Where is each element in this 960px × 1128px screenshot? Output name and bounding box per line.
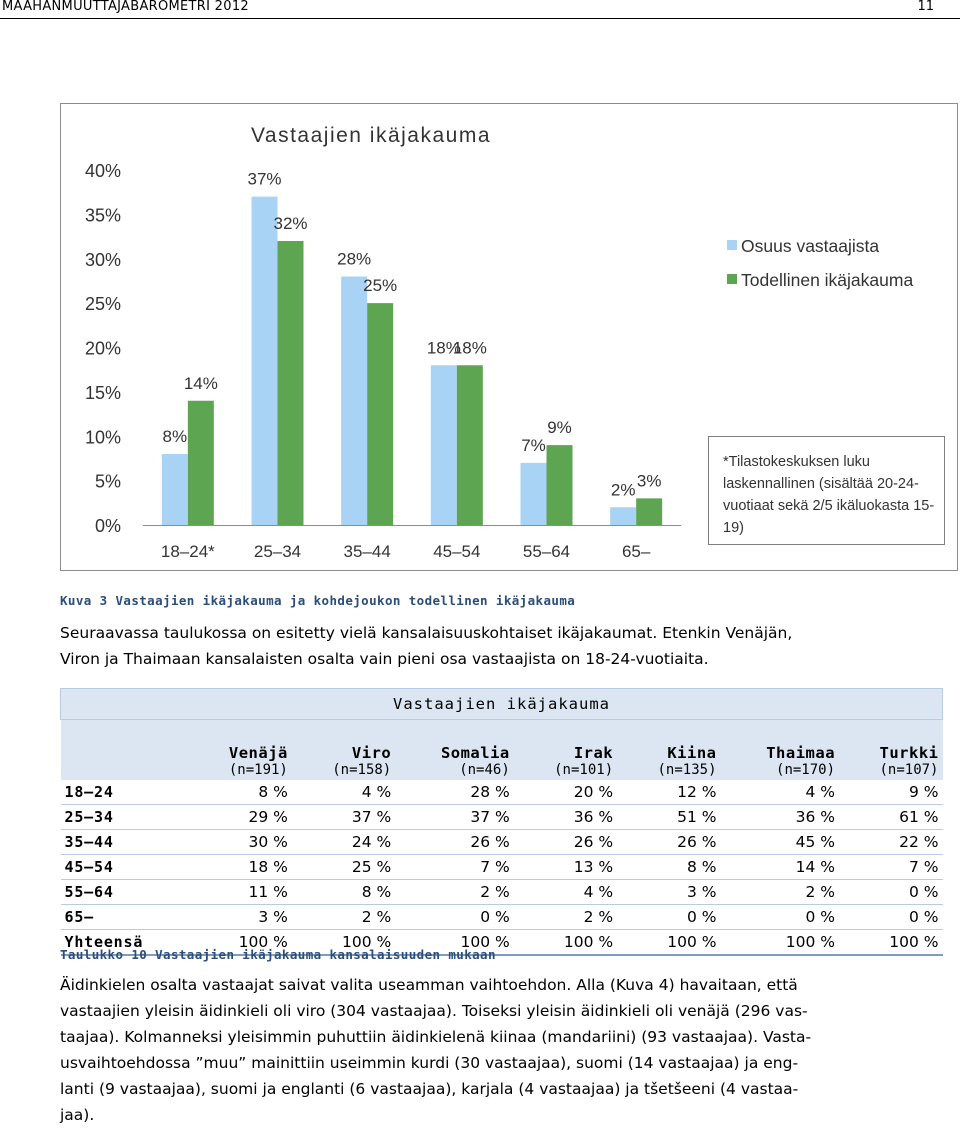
x-tick-label: 55–64 — [522, 542, 571, 561]
table-title-row — [61, 689, 943, 720]
table-cell: 3 % — [189, 905, 292, 930]
row-label: 65– — [61, 905, 189, 930]
table-cell: 37 % — [292, 805, 395, 830]
table-cell: 7 % — [839, 855, 942, 880]
column-name: Somalia — [440, 744, 510, 762]
row-label: 55–64 — [61, 880, 189, 905]
table-cell: 0 % — [839, 905, 942, 930]
y-tick-label: 30% — [84, 249, 121, 270]
table-cell: 4 % — [721, 780, 840, 805]
table-cell: 25 % — [292, 855, 395, 880]
bar-actual — [188, 401, 214, 525]
table-cell: 2 % — [514, 905, 617, 930]
table-row — [61, 855, 943, 880]
page-header — [0, 0, 960, 20]
x-tick-label: 65– — [621, 542, 651, 561]
bar-actual — [457, 365, 483, 525]
column-sample-size: (n=107) — [879, 762, 939, 778]
table-cell: 0 % — [721, 905, 840, 930]
table-cell: 18 % — [189, 855, 292, 880]
bar-actual — [547, 445, 573, 525]
column-sample-size: (n=101) — [554, 762, 614, 778]
column-header — [839, 720, 942, 781]
y-tick-label: 25% — [84, 294, 121, 315]
intro-paragraph — [60, 620, 960, 672]
table-body — [61, 780, 943, 955]
table-cell: 26 % — [514, 830, 617, 855]
table-cell: 100 % — [292, 930, 395, 956]
data-label: 37% — [247, 169, 282, 189]
row-label: 35–44 — [61, 830, 189, 855]
column-sample-size: (n=158) — [332, 762, 392, 778]
data-label: 9% — [547, 418, 572, 438]
table-cell: 12 % — [617, 780, 720, 805]
figure-caption: Kuva 3 Vastaajien ikäjakauma ja kohdejoukon todellinen ikäjakauma — [60, 593, 576, 608]
column-header — [617, 720, 720, 781]
bar-respondents — [252, 197, 278, 525]
data-label: 2% — [610, 480, 636, 500]
chart-footnote-box — [708, 436, 945, 545]
paragraph-line: jaa). — [60, 1106, 95, 1124]
y-tick-label: 35% — [84, 205, 121, 226]
data-label: 18% — [426, 338, 461, 358]
column-name: Irak — [573, 744, 614, 762]
chart-footnote: *Tilastokeskuksen luku laskennallinen (sisältää 20-24-vuotiaat sekä 2/5 ikäluokasta 15-19) — [723, 454, 935, 536]
table-cell: 51 % — [617, 805, 720, 830]
column-header — [395, 720, 514, 781]
x-tick-label: 25–34 — [253, 542, 302, 561]
y-tick-label: 0% — [94, 516, 121, 536]
paragraph-line: taajaa). Kolmanneksi yleisimmin puhuttiin äidinkielenä kiinaa (mandariini) (93 vastaajaa). Vasta- — [60, 1028, 812, 1046]
table-cell: 7 % — [395, 855, 514, 880]
row-label: 45–54 — [61, 855, 189, 880]
table-cell: 100 % — [721, 930, 840, 956]
paragraph-line: lanti (9 vastaajaa), suomi ja englanti (6 vastaajaa), karjala (4 vastaajaa) ja tšetšeeni (4 vastaa- — [60, 1080, 799, 1098]
bar-actual — [278, 241, 304, 525]
table-title: Vastaajien ikäjakauma — [61, 689, 943, 720]
table-cell: 36 % — [721, 805, 840, 830]
column-name: Kiina — [667, 744, 717, 762]
bar-respondents — [431, 365, 457, 525]
header-divider — [0, 18, 960, 19]
legend-label: Osuus vastaajista — [741, 236, 880, 256]
table-cell: 22 % — [839, 830, 942, 855]
data-label: 32% — [273, 214, 308, 233]
column-name: Venäjä — [228, 744, 288, 762]
column-sample-size: (n=135) — [657, 762, 717, 778]
table-cell: 24 % — [292, 830, 395, 855]
table-header-row — [61, 720, 943, 781]
table-cell: 2 % — [395, 880, 514, 905]
data-label: 28% — [337, 249, 372, 269]
table-cell: 37 % — [395, 805, 514, 830]
paragraph-line: vastaajien yleisin äidinkieli oli viro (304 vastaajaa). Toiseksi yleisin äidinkieli oli venäjä (296 vas- — [60, 1002, 808, 1020]
bar-respondents — [162, 454, 188, 525]
age-chart-frame — [60, 103, 958, 571]
table-cell: 11 % — [189, 880, 292, 905]
data-label: 14% — [183, 373, 218, 393]
table-caption: Taulukko 10 Vastaajien ikäjakauma kansalaisuuden mukaan — [60, 947, 496, 962]
table-cell: 8 % — [617, 855, 720, 880]
table-cell: 45 % — [721, 830, 840, 855]
age-by-nationality-table — [60, 688, 943, 956]
table-cell: 100 % — [839, 930, 942, 956]
x-tick-label: 18–24* — [160, 542, 215, 561]
column-header — [292, 720, 395, 781]
column-name: Viro — [351, 744, 392, 762]
y-tick-label: 10% — [84, 427, 121, 448]
document-title: MAAHANMUUTTAJABAROMETRI 2012 — [2, 0, 249, 14]
bar-respondents — [521, 463, 547, 525]
table-cell: 36 % — [514, 805, 617, 830]
column-header — [189, 720, 292, 781]
table-cell: 2 % — [292, 905, 395, 930]
table-cell: 3 % — [617, 880, 720, 905]
y-tick-label: 40% — [84, 161, 121, 181]
table-cell: 8 % — [292, 880, 395, 905]
paragraph-line: Äidinkielen osalta vastaajat saivat valita useamman vaihtoehdon. Alla (Kuva 4) havaitaan, että — [60, 976, 798, 994]
table-cell: 29 % — [189, 805, 292, 830]
table-cell: 100 % — [189, 930, 292, 956]
data-label: 25% — [363, 276, 398, 296]
row-label: Yhteensä — [61, 930, 189, 956]
table-cell: 9 % — [839, 780, 942, 805]
table-cell: 26 % — [617, 830, 720, 855]
column-sample-size: (n=46) — [459, 762, 510, 778]
bar-respondents — [610, 507, 636, 525]
y-tick-label: 5% — [94, 471, 121, 492]
table-cell: 26 % — [395, 830, 514, 855]
column-sample-size: (n=170) — [776, 762, 836, 778]
chart-title: Vastaajien ikäjakauma — [250, 124, 492, 147]
intro-line-2: Viron ja Thaimaan kansalaisten osalta vain pieni osa vastaajista on 18-24-vuotiaita. — [60, 650, 709, 668]
table-cell: 61 % — [839, 805, 942, 830]
table-row — [61, 780, 943, 805]
table-cell: 14 % — [721, 855, 840, 880]
bar-respondents — [341, 277, 367, 526]
table-row — [61, 880, 943, 905]
data-label: 3% — [636, 471, 662, 491]
y-tick-label: 20% — [84, 338, 121, 359]
legend-label: Todellinen ikäjakauma — [741, 270, 914, 290]
language-paragraph — [60, 972, 940, 1128]
data-label: 7% — [521, 435, 546, 455]
table-cell: 20 % — [514, 780, 617, 805]
row-label: 18–24 — [61, 780, 189, 805]
table-cell: 0 % — [617, 905, 720, 930]
data-label: 18% — [452, 338, 487, 358]
column-name: Turkki — [879, 744, 939, 762]
table-cell: 13 % — [514, 855, 617, 880]
table-row — [61, 830, 943, 855]
table-cell: 100 % — [514, 930, 617, 956]
table-cell: 0 % — [395, 905, 514, 930]
table-cell: 100 % — [395, 930, 514, 956]
row-header-corner — [61, 720, 189, 781]
column-name: Thaimaa — [766, 744, 836, 762]
bar-actual — [636, 498, 662, 525]
row-label: 25–34 — [61, 805, 189, 830]
table-cell: 100 % — [617, 930, 720, 956]
bar-actual — [367, 303, 393, 525]
table-cell: 8 % — [189, 780, 292, 805]
data-label: 8% — [162, 427, 188, 446]
x-tick-label: 45–54 — [433, 542, 481, 561]
y-tick-label: 15% — [84, 382, 121, 403]
table-row — [61, 905, 943, 930]
page-number: 11 — [917, 0, 934, 14]
x-tick-label: 35–44 — [343, 542, 391, 561]
table-cell: 4 % — [292, 780, 395, 805]
table-cell: 28 % — [395, 780, 514, 805]
table-cell: 0 % — [839, 880, 942, 905]
table-cell: 4 % — [514, 880, 617, 905]
intro-line-1: Seuraavassa taulukossa on esitetty vielä kansalaisuuskohtaiset ikäjakaumat. Etenkin Venäjän, — [60, 624, 793, 642]
paragraph-line: usvaihtoehdossa ”muu” mainittiin useimmin kurdi (30 vastaajaa), suomi (14 vastaajaa) ja eng- — [60, 1054, 799, 1072]
column-header — [514, 720, 617, 781]
table-row — [61, 805, 943, 830]
table-cell: 30 % — [189, 830, 292, 855]
table-cell: 2 % — [721, 880, 840, 905]
column-sample-size: (n=191) — [228, 762, 288, 778]
column-header — [721, 720, 840, 781]
legend-swatch — [727, 240, 737, 250]
legend-swatch — [727, 274, 737, 284]
